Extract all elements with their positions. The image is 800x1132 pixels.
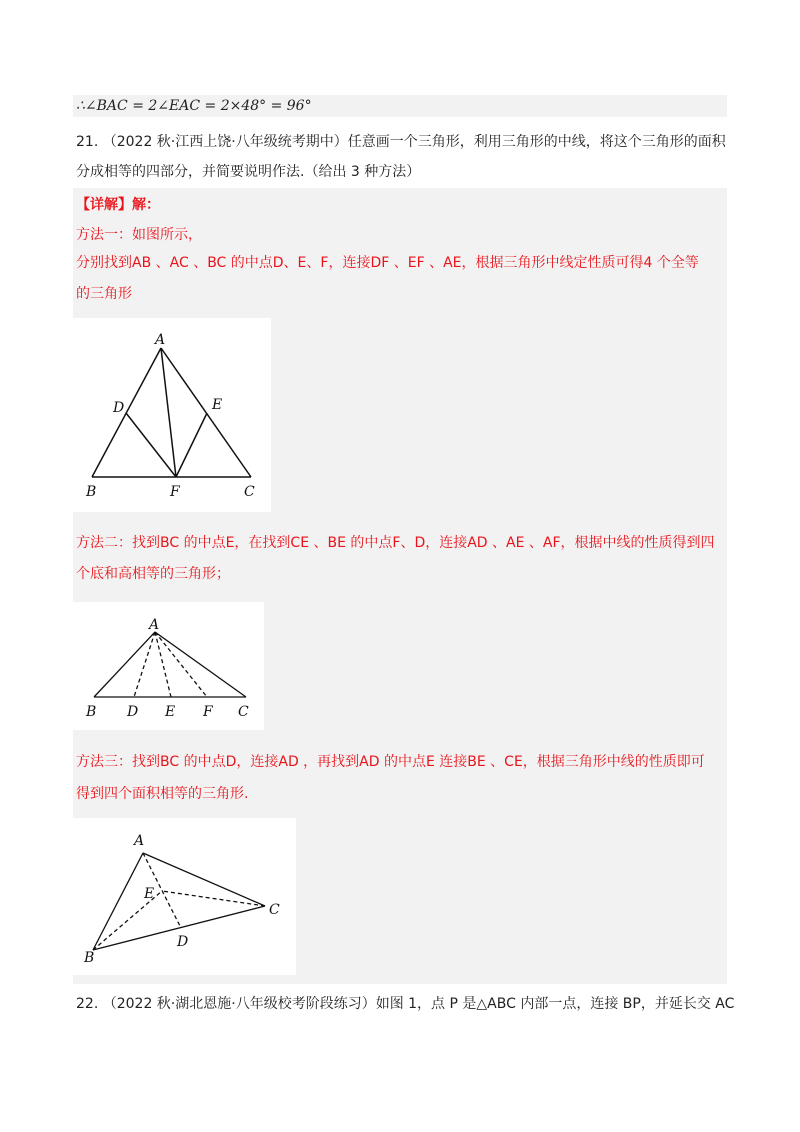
q21-text-line1: （2022 秋·江西上饶·八年级统考期中）任意画一个三角形，利用三角形的中线，将这个三角形的面积 [102, 134, 726, 150]
label-c: C [244, 484, 255, 500]
label-f: F [203, 704, 213, 720]
side-ac [143, 853, 265, 906]
label-d: D [113, 400, 125, 416]
q21-line1 [76, 133, 726, 151]
median-af [155, 632, 207, 697]
label-d: D [177, 934, 189, 950]
method1-title: 方法一：如图所示， [76, 227, 202, 243]
q22-line1 [76, 995, 734, 1013]
label-b: B [86, 704, 97, 720]
label-a: A [134, 833, 145, 849]
method1-line1: 分别找到AB 、AC 、BC 的中点D、E、F，连接DF 、EF 、AE，根据三角形中线定性质可得4 个全等 [76, 255, 699, 271]
segment-df [126, 413, 176, 477]
segment-ce [162, 891, 265, 906]
label-e: E [165, 704, 176, 720]
median-ad [134, 632, 155, 697]
label-b: B [84, 950, 95, 966]
method1-line2: 的三角形 [76, 286, 132, 302]
side-ab [93, 853, 143, 950]
label-b: B [86, 484, 97, 500]
segment-ef [176, 413, 207, 477]
label-e: E [144, 886, 155, 902]
method2-figure [73, 602, 264, 730]
method2-line2: 个底和高相等的三角形； [76, 566, 230, 582]
side-ab [94, 632, 155, 697]
q21-line2: 分成相等的四部分，并简要说明作法.（给出 3 种方法） [76, 164, 421, 180]
label-f: F [170, 484, 180, 500]
q21-number: 21. [76, 134, 99, 150]
method2-line1: 方法二：找到BC 的中点E，在找到CE 、BE 的中点F、D，连接AD 、AE 、AF，根据中线的性质得到四 [76, 535, 715, 551]
method3-line2: 得到四个面积相等的三角形. [76, 786, 249, 802]
method3-figure [73, 818, 296, 975]
answer-header: 【详解】解： [76, 197, 160, 213]
label-e: E [212, 397, 223, 413]
label-a: A [155, 332, 166, 348]
label-a: A [149, 617, 160, 633]
method1-figure [73, 318, 271, 512]
label-c: C [269, 902, 280, 918]
q22-text-line1: （2022 秋·湖北恩施·八年级校考阶段练习）如图 1，点 P 是△ABC 内部一点，连接 BP，并延长交 AC [102, 996, 735, 1012]
method3-line1: 方法三：找到BC 的中点D，连接AD ，再找到AD 的中点E 连接BE 、CE，根据三角形中线的性质即可 [76, 754, 705, 770]
side-ab [92, 348, 161, 477]
prev-solution-line: ∴∠BAC = 2∠EAC = 2×48° = 96° [76, 98, 312, 114]
label-d: D [127, 704, 139, 720]
label-c: C [238, 704, 249, 720]
q22-number: 22. [76, 996, 99, 1012]
